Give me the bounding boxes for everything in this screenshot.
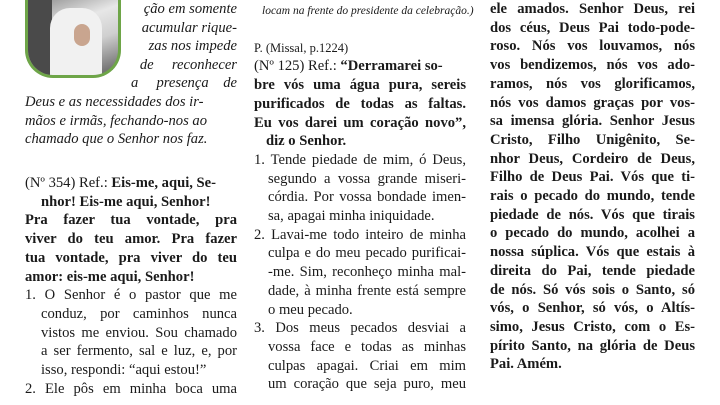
gloria-line: dos céus, Deus Pai todo-pode- [490,19,695,36]
verse-line: culpas apagai. Criai em mim [268,357,466,374]
ref-text: amor: eis-me aqui, Senhor! [25,268,195,285]
verse-line: vistos me enviou. Sou chamado [41,324,237,341]
verse-line: 1. Tende piedade de mim, ó Deus, [254,151,466,168]
song-125-number: (Nº 125) Ref.: [254,58,341,75]
photo-praying-hands [74,24,90,46]
missal-reference: P. (Missal, p.1224) [254,40,349,55]
intro-line: a presença de [130,75,237,92]
intro-line: chamado que o Senhor nos faz. [25,131,208,148]
intro-line: mãos e irmãs, fechando-nos ao [25,112,208,129]
ref-text: diz o Senhor. [266,133,347,150]
gloria-line: de nós. Só vós sois o Santo, só [490,281,695,298]
gloria-line: sa imensa glória. Senhor Jesus [490,113,695,130]
verse-line: vossa face e todas as minhas [268,338,466,355]
gloria-line: nós vos damos graças por vos- [490,94,695,111]
song-354 [25,174,237,398]
verse-line: -me. Sim, reconheço minha mal- [268,264,466,281]
gloria-line: pírito Santo, na glória de Deus [490,337,695,354]
verse-line: segundo a vossa grande miseri- [268,170,466,187]
verse-line: conduz, por caminhos nunca [41,305,237,322]
rubric-note: locam na frente do presidente da celebração.) [262,5,474,17]
ref-text: viver do teu amor. Pra fazer [25,231,237,248]
gloria-line: vós, o Senhor, só vós, o Altís- [490,300,695,317]
ref-text: Pra fazer tua vontade, pra [25,212,237,229]
intro-line: ção em somente [143,1,237,17]
verse-line: 2. Lavai-me todo inteiro de minha [254,226,466,243]
ref-text: “Derramarei so- [340,58,443,75]
verse-line: o meu pecado. [268,301,353,318]
verse-line: a ser fermento, sal e luz, e, por [41,343,237,360]
song-125-ref-line [254,57,466,76]
gloria-line: Cristo, Filho Unigênito, Se- [490,131,695,148]
intro-text [130,0,237,93]
ref-text: tua vontade, pra viver do teu [25,249,237,266]
gloria-line: Pai. Amém. [490,356,562,373]
gloria-line: simo, Jesus Cristo, com o Es- [490,318,695,335]
ref-text: bre vós uma água pura, sereis [254,77,466,94]
song-354-ref-line [25,174,237,193]
ref-text: nhor! Eis-me aqui, Senhor! [41,193,211,210]
gloria-line: rais o pecado do mundo, tende [490,188,695,205]
gloria-line: Filho de Deus Pai. Vós que ti- [490,169,695,186]
gloria-line: nhor Deus, Cordeiro de Deus, [490,150,695,167]
gloria-text [490,0,695,374]
verse-line: dade, à minha frente está sempre [268,282,466,299]
ref-text: purificados de todas as faltas. [254,95,466,112]
gloria-line: piedade de nós. Vós que tirais [490,206,695,223]
verse-line: 3. Dos meus pecados desviai a [254,320,466,337]
gloria-line: direita do Pai, tende piedade [490,262,695,279]
verse-line: 1. O Senhor é o pastor que me [25,287,237,304]
priest-photo [25,0,121,78]
ref-text: Eu vos darei um coração novo”, [254,114,466,131]
gloria-line: ramos, nós vos glorificamos, [490,75,695,92]
gloria-line: o pecado do mundo, acolhei a [490,225,695,242]
gloria-line: vos bendizemos, nós vos ado- [490,57,695,74]
gloria-line: ele amados. Senhor Deus, rei [490,1,695,17]
verse-line: um coração que seja puro, meu [268,376,466,393]
gloria-line: roso. Nós vos louvamos, nós [490,38,695,55]
verse-line: sa, apagai minha iniquidade. [268,208,435,225]
verse-line: culpa e do meu pecado purificai- [268,245,466,262]
intro-line: de reconhecer [139,56,237,73]
intro-text-rest [25,93,237,149]
song-354-number: (Nº 354) Ref.: [25,175,112,191]
intro-line: acumular rique- [141,19,237,36]
intro-line: zas nos impede [148,38,237,55]
photo-shadow [28,0,52,78]
verse-line: 2. Ele pôs em minha boca uma [25,380,237,397]
column-2 [254,0,474,394]
verse-line: isso, respondi: “aqui estou!” [41,362,207,379]
intro-line: Deus e as necessidades dos ir- [25,94,204,110]
ref-text: Eis-me, aqui, Se- [111,175,216,191]
gloria-line: nossa súplica. Vós que estais à [490,244,695,261]
verse-line: córdia. Por vossa bondade imen- [268,189,466,206]
